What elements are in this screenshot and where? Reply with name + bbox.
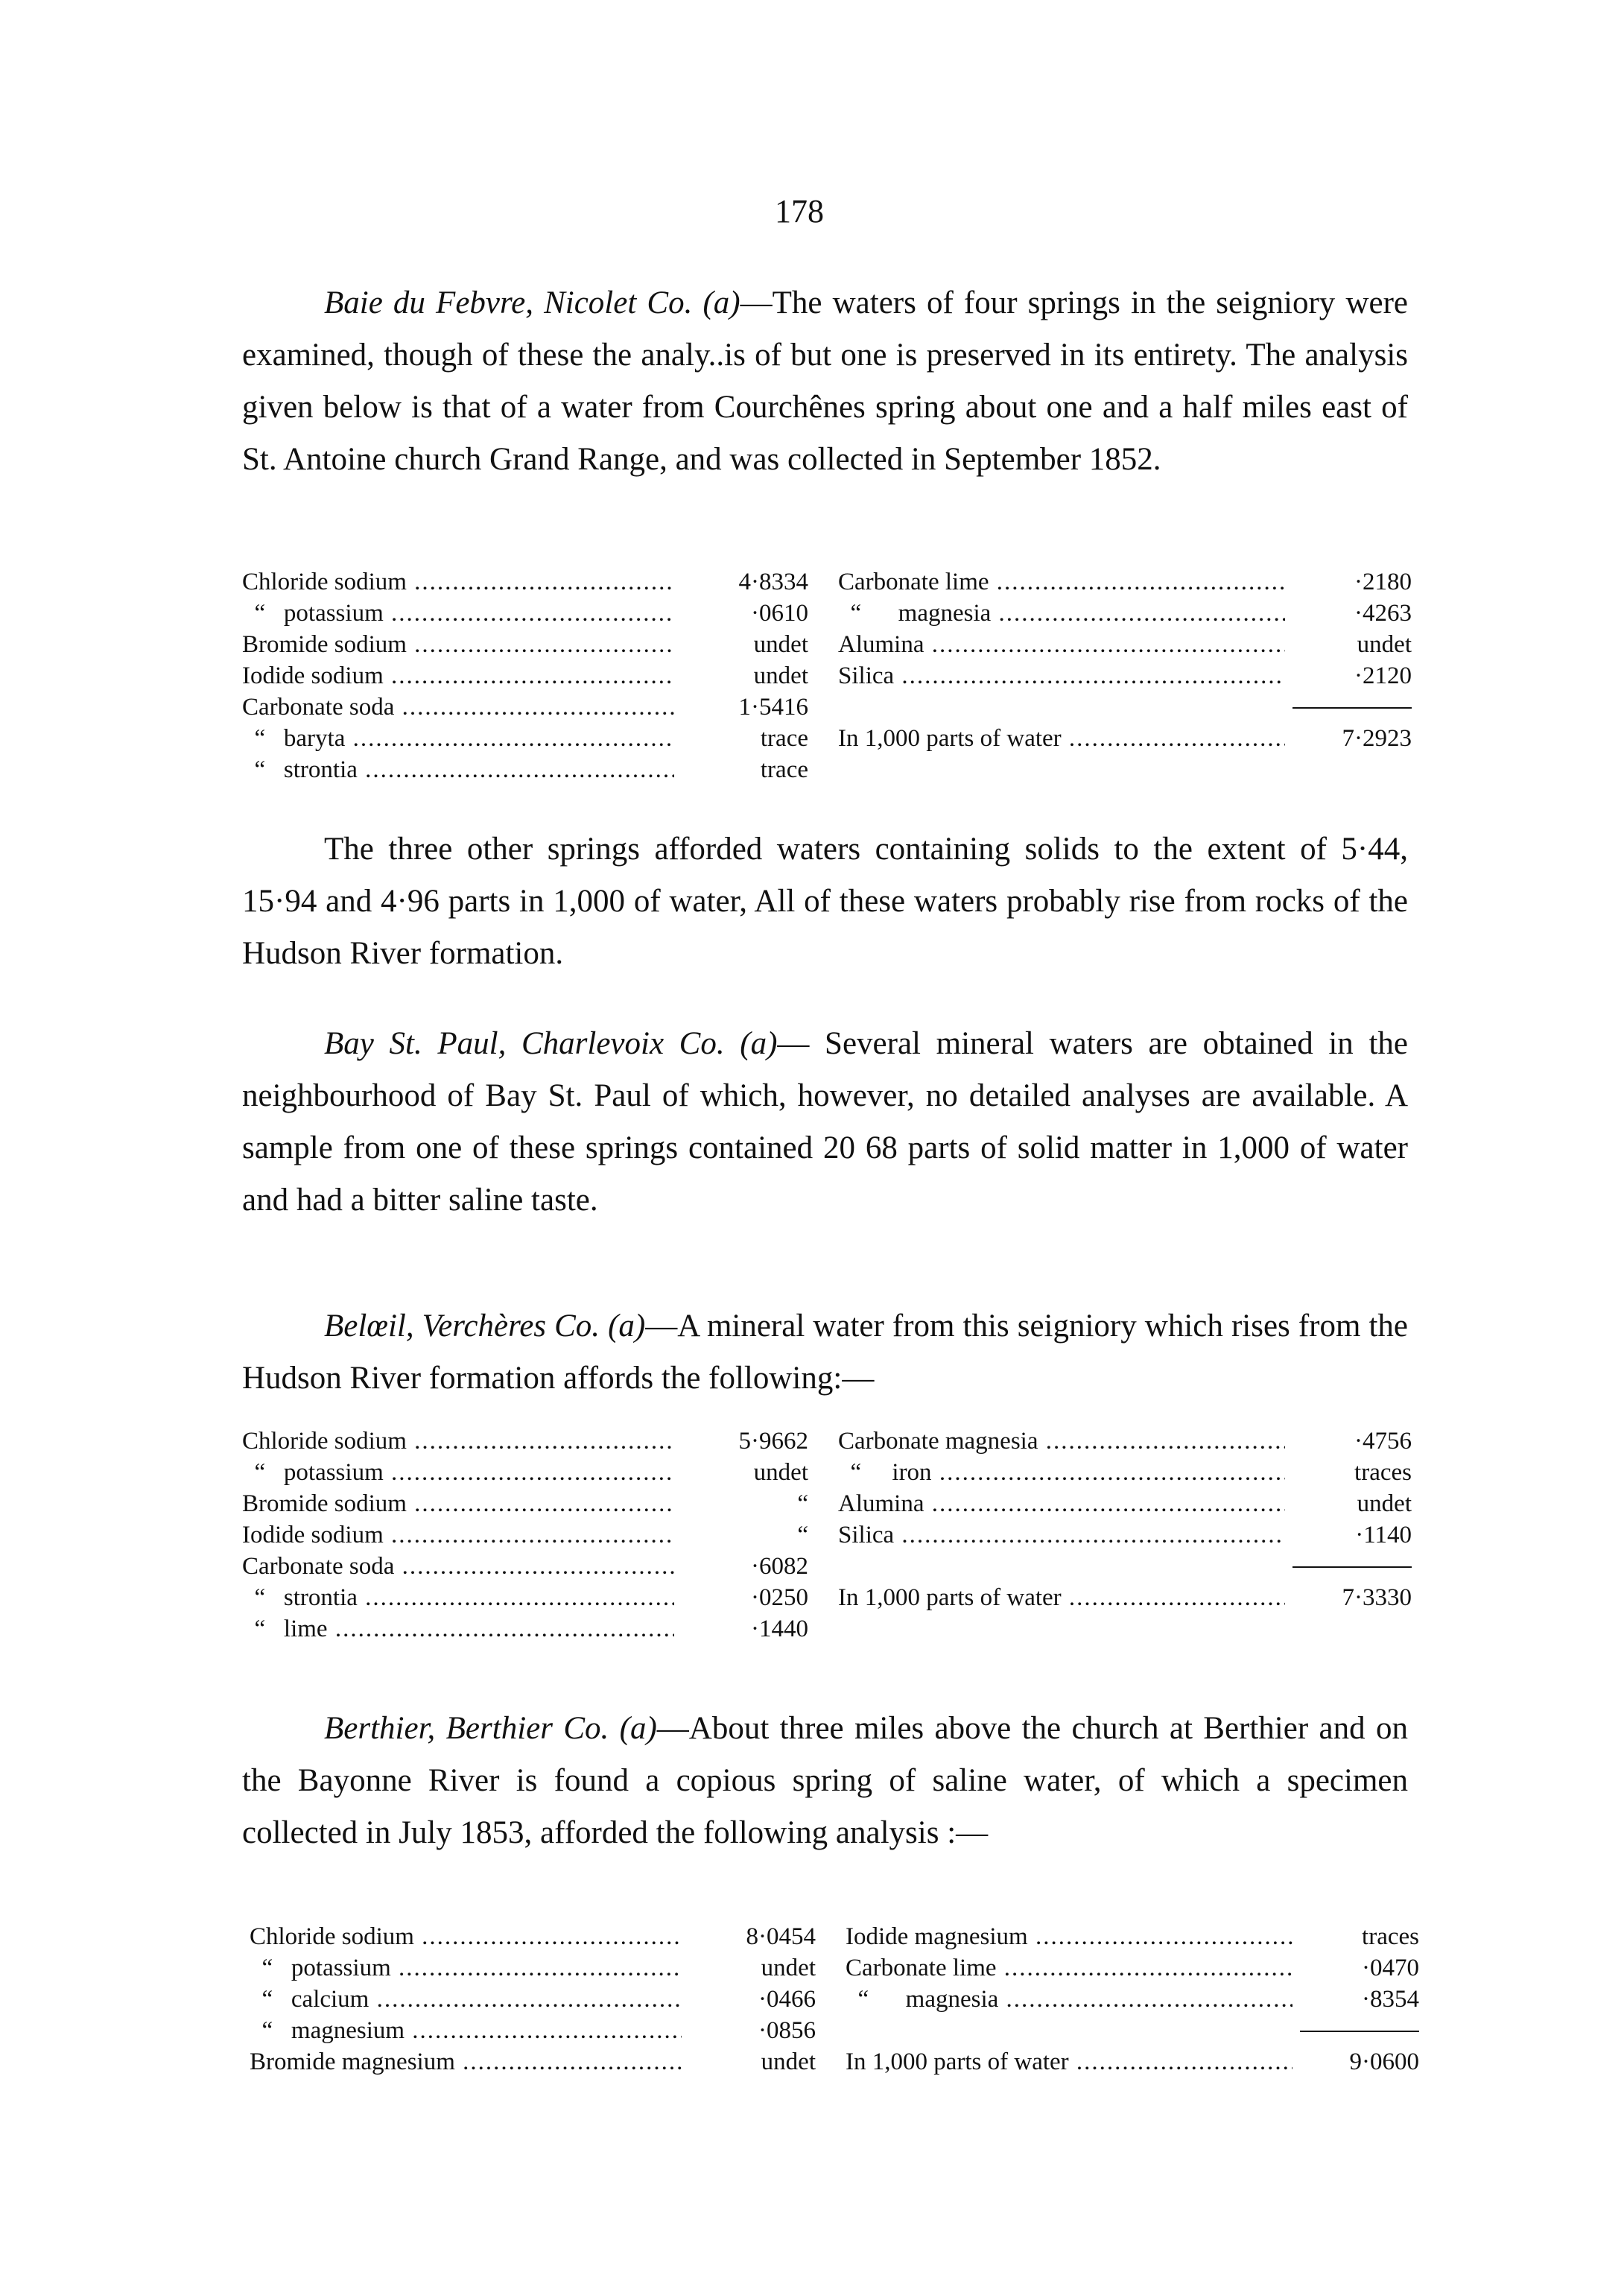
table-row	[838, 1582, 1412, 1613]
row-label: Iodide sodium .....	[242, 1522, 674, 1548]
row-value: “	[797, 1522, 808, 1548]
row-label: Alumina .....	[838, 631, 1285, 658]
row-label: Chloride sodium .....	[250, 1923, 682, 1950]
table-row	[242, 723, 808, 754]
row-value: undet	[1357, 1490, 1412, 1517]
section-bay-st-paul	[242, 1018, 1408, 1227]
row-label: Chloride sodium .....	[242, 1428, 674, 1455]
row-value: ·4263	[1354, 600, 1412, 627]
table-row	[242, 1457, 808, 1488]
row-label: Chloride sodium .....	[242, 569, 674, 595]
row-label: Iodide sodium .....	[242, 662, 674, 689]
table-column-right	[838, 1426, 1412, 1613]
row-label: “ iron .....	[838, 1459, 1285, 1486]
table-column-left	[242, 566, 808, 785]
row-value: undet	[761, 2048, 816, 2075]
row-label: Carbonate soda .....	[242, 694, 674, 721]
row-label: Iodide magnesium .....	[846, 1923, 1292, 1950]
row-value: “	[797, 1490, 808, 1517]
row-value: undet	[1357, 631, 1412, 658]
row-label: Carbonate lime .....	[846, 1955, 1292, 1981]
table-row	[838, 1519, 1412, 1551]
table-row	[838, 1457, 1412, 1488]
table-row	[242, 660, 808, 692]
row-value: trace	[760, 725, 808, 752]
section-heading: Bay St. Paul, Charlevoix Co. (a)	[324, 1026, 778, 1061]
row-label: “ potassium .....	[242, 600, 674, 627]
row-value: ·0610	[751, 600, 808, 627]
row-label: Silica .....	[838, 1522, 1285, 1548]
row-value: 7·3330	[1342, 1584, 1412, 1611]
row-value: ·2180	[1354, 569, 1412, 595]
row-value: undet	[753, 662, 808, 689]
table-row	[846, 1921, 1419, 1952]
row-value: ·4756	[1354, 1428, 1412, 1455]
row-label: “ calcium .....	[250, 1986, 682, 2013]
table-column-right	[838, 566, 1412, 754]
table-row	[838, 1488, 1412, 1519]
row-label: “ baryta .....	[242, 725, 674, 752]
row-value: ·0466	[758, 1986, 816, 2013]
row-label: Carbonate soda .....	[242, 1553, 674, 1580]
row-value: traces	[1354, 1459, 1412, 1486]
row-value: undet	[753, 631, 808, 658]
row-value: trace	[760, 756, 808, 783]
table-row	[242, 1488, 808, 1519]
row-label: Silica .....	[838, 662, 1285, 689]
row-label: “ magnesia .....	[838, 600, 1285, 627]
row-value: 7·2923	[1342, 725, 1412, 752]
table-row	[242, 1519, 808, 1551]
section-heading: Berthier, Berthier Co. (a)	[324, 1711, 657, 1746]
section-text: — Several mineral waters are obtained in the neighbourhood of Bay St. Paul of which, however, no detailed analyses are available. A sample from one of these springs contained 20 68 parts of solid matter in 1,000 of water and had a bitter saline taste.	[242, 1026, 1408, 1218]
row-label: In 1,000 parts of water .....	[838, 1584, 1285, 1611]
table-row	[242, 566, 808, 598]
section-baie-du-febvre-after: The three other springs afforded waters containing solids to the extent of 5·44, 15·94 and 4·96 parts in 1,000 of water, All of these waters probably rise from rocks of the Hudson River formation.	[242, 832, 1408, 971]
row-value: 9·0600	[1349, 2048, 1419, 2075]
row-value: 1·5416	[738, 694, 808, 721]
table-row	[250, 1921, 816, 1952]
row-label: “ strontia .....	[242, 756, 674, 783]
table-row	[838, 598, 1412, 629]
row-label: “ magnesium .....	[250, 2017, 682, 2044]
row-value: 8·0454	[746, 1923, 816, 1950]
page-number: 178	[775, 193, 824, 230]
total-rule	[1292, 707, 1412, 709]
table-column-right	[846, 1921, 1419, 2078]
row-label: Bromide sodium .....	[242, 631, 674, 658]
table-row	[846, 2046, 1419, 2078]
row-label: In 1,000 parts of water .....	[846, 2048, 1292, 2075]
section-text: —The waters of four springs in the seigniory were examined, though of these the analy..is of but one is preserved in its entirety. The analysis given below is that of a water from Courchênes spring about one and a half miles east of St. Antoine church Grand Range, and was collected in September 1852.	[242, 285, 1408, 477]
table-row	[242, 1551, 808, 1582]
row-label: In 1,000 parts of water .....	[838, 725, 1285, 752]
table-row	[242, 1613, 808, 1645]
table-column-left	[250, 1921, 816, 2078]
row-value: traces	[1362, 1923, 1419, 1950]
table-row	[846, 1952, 1419, 1984]
section-baie-du-febvre	[242, 277, 1408, 486]
section-berthier	[242, 1703, 1408, 1859]
section-heading: Baie du Febvre, Nicolet Co. (a)	[324, 285, 740, 320]
table-row	[242, 754, 808, 785]
row-value: undet	[753, 1459, 808, 1486]
section-text: —A mineral water from this seigniory which rises from the Hudson River formation affords the following:—	[242, 1309, 1408, 1396]
row-label: Carbonate magnesia .....	[838, 1428, 1285, 1455]
row-label: “ potassium .....	[250, 1955, 682, 1981]
table-row	[242, 1582, 808, 1613]
row-label: “ strontia .....	[242, 1584, 674, 1611]
row-value: ·0470	[1362, 1955, 1419, 1981]
total-rule	[1300, 2031, 1419, 2032]
section-beloeil	[242, 1300, 1408, 1405]
row-label: “ magnesia .....	[846, 1986, 1292, 2013]
row-value: ·1440	[751, 1616, 808, 1642]
table-row	[838, 629, 1412, 660]
total-rule	[1292, 1566, 1412, 1568]
table-row	[838, 723, 1412, 754]
row-value: ·6082	[751, 1553, 808, 1580]
table-row	[838, 566, 1412, 598]
row-label: Carbonate lime .....	[838, 569, 1285, 595]
table-row	[838, 1426, 1412, 1457]
table-row	[242, 598, 808, 629]
section-text: —About three miles above the church at Berthier and on the Bayonne River is found a copious spring of saline water, of which a specimen collected in July 1853, afforded the following analysis :—	[242, 1711, 1408, 1850]
table-row	[250, 1952, 816, 1984]
table-row	[838, 660, 1412, 692]
row-label: Bromide sodium .....	[242, 1490, 674, 1517]
table-column-left	[242, 1426, 808, 1645]
row-value: 5·9662	[738, 1428, 808, 1455]
row-value: ·0856	[758, 2017, 816, 2044]
table-row	[242, 692, 808, 723]
row-label: Bromide magnesium .....	[250, 2048, 682, 2075]
row-label: “ potassium .....	[242, 1459, 674, 1486]
row-value: ·2120	[1354, 662, 1412, 689]
section-heading: Belœil, Verchères Co. (a)	[324, 1309, 646, 1344]
row-label: Alumina .....	[838, 1490, 1285, 1517]
table-row	[242, 629, 808, 660]
row-value: ·8354	[1362, 1986, 1419, 2013]
table-row	[242, 1426, 808, 1457]
row-label: “ lime .....	[242, 1616, 674, 1642]
table-row	[250, 1984, 816, 2015]
row-value: 4·8334	[738, 569, 808, 595]
row-value: undet	[761, 1955, 816, 1981]
table-row	[250, 2015, 816, 2046]
table-row	[846, 1984, 1419, 2015]
row-value: ·0250	[751, 1584, 808, 1611]
table-row	[250, 2046, 816, 2078]
row-value: ·1140	[1355, 1522, 1412, 1548]
